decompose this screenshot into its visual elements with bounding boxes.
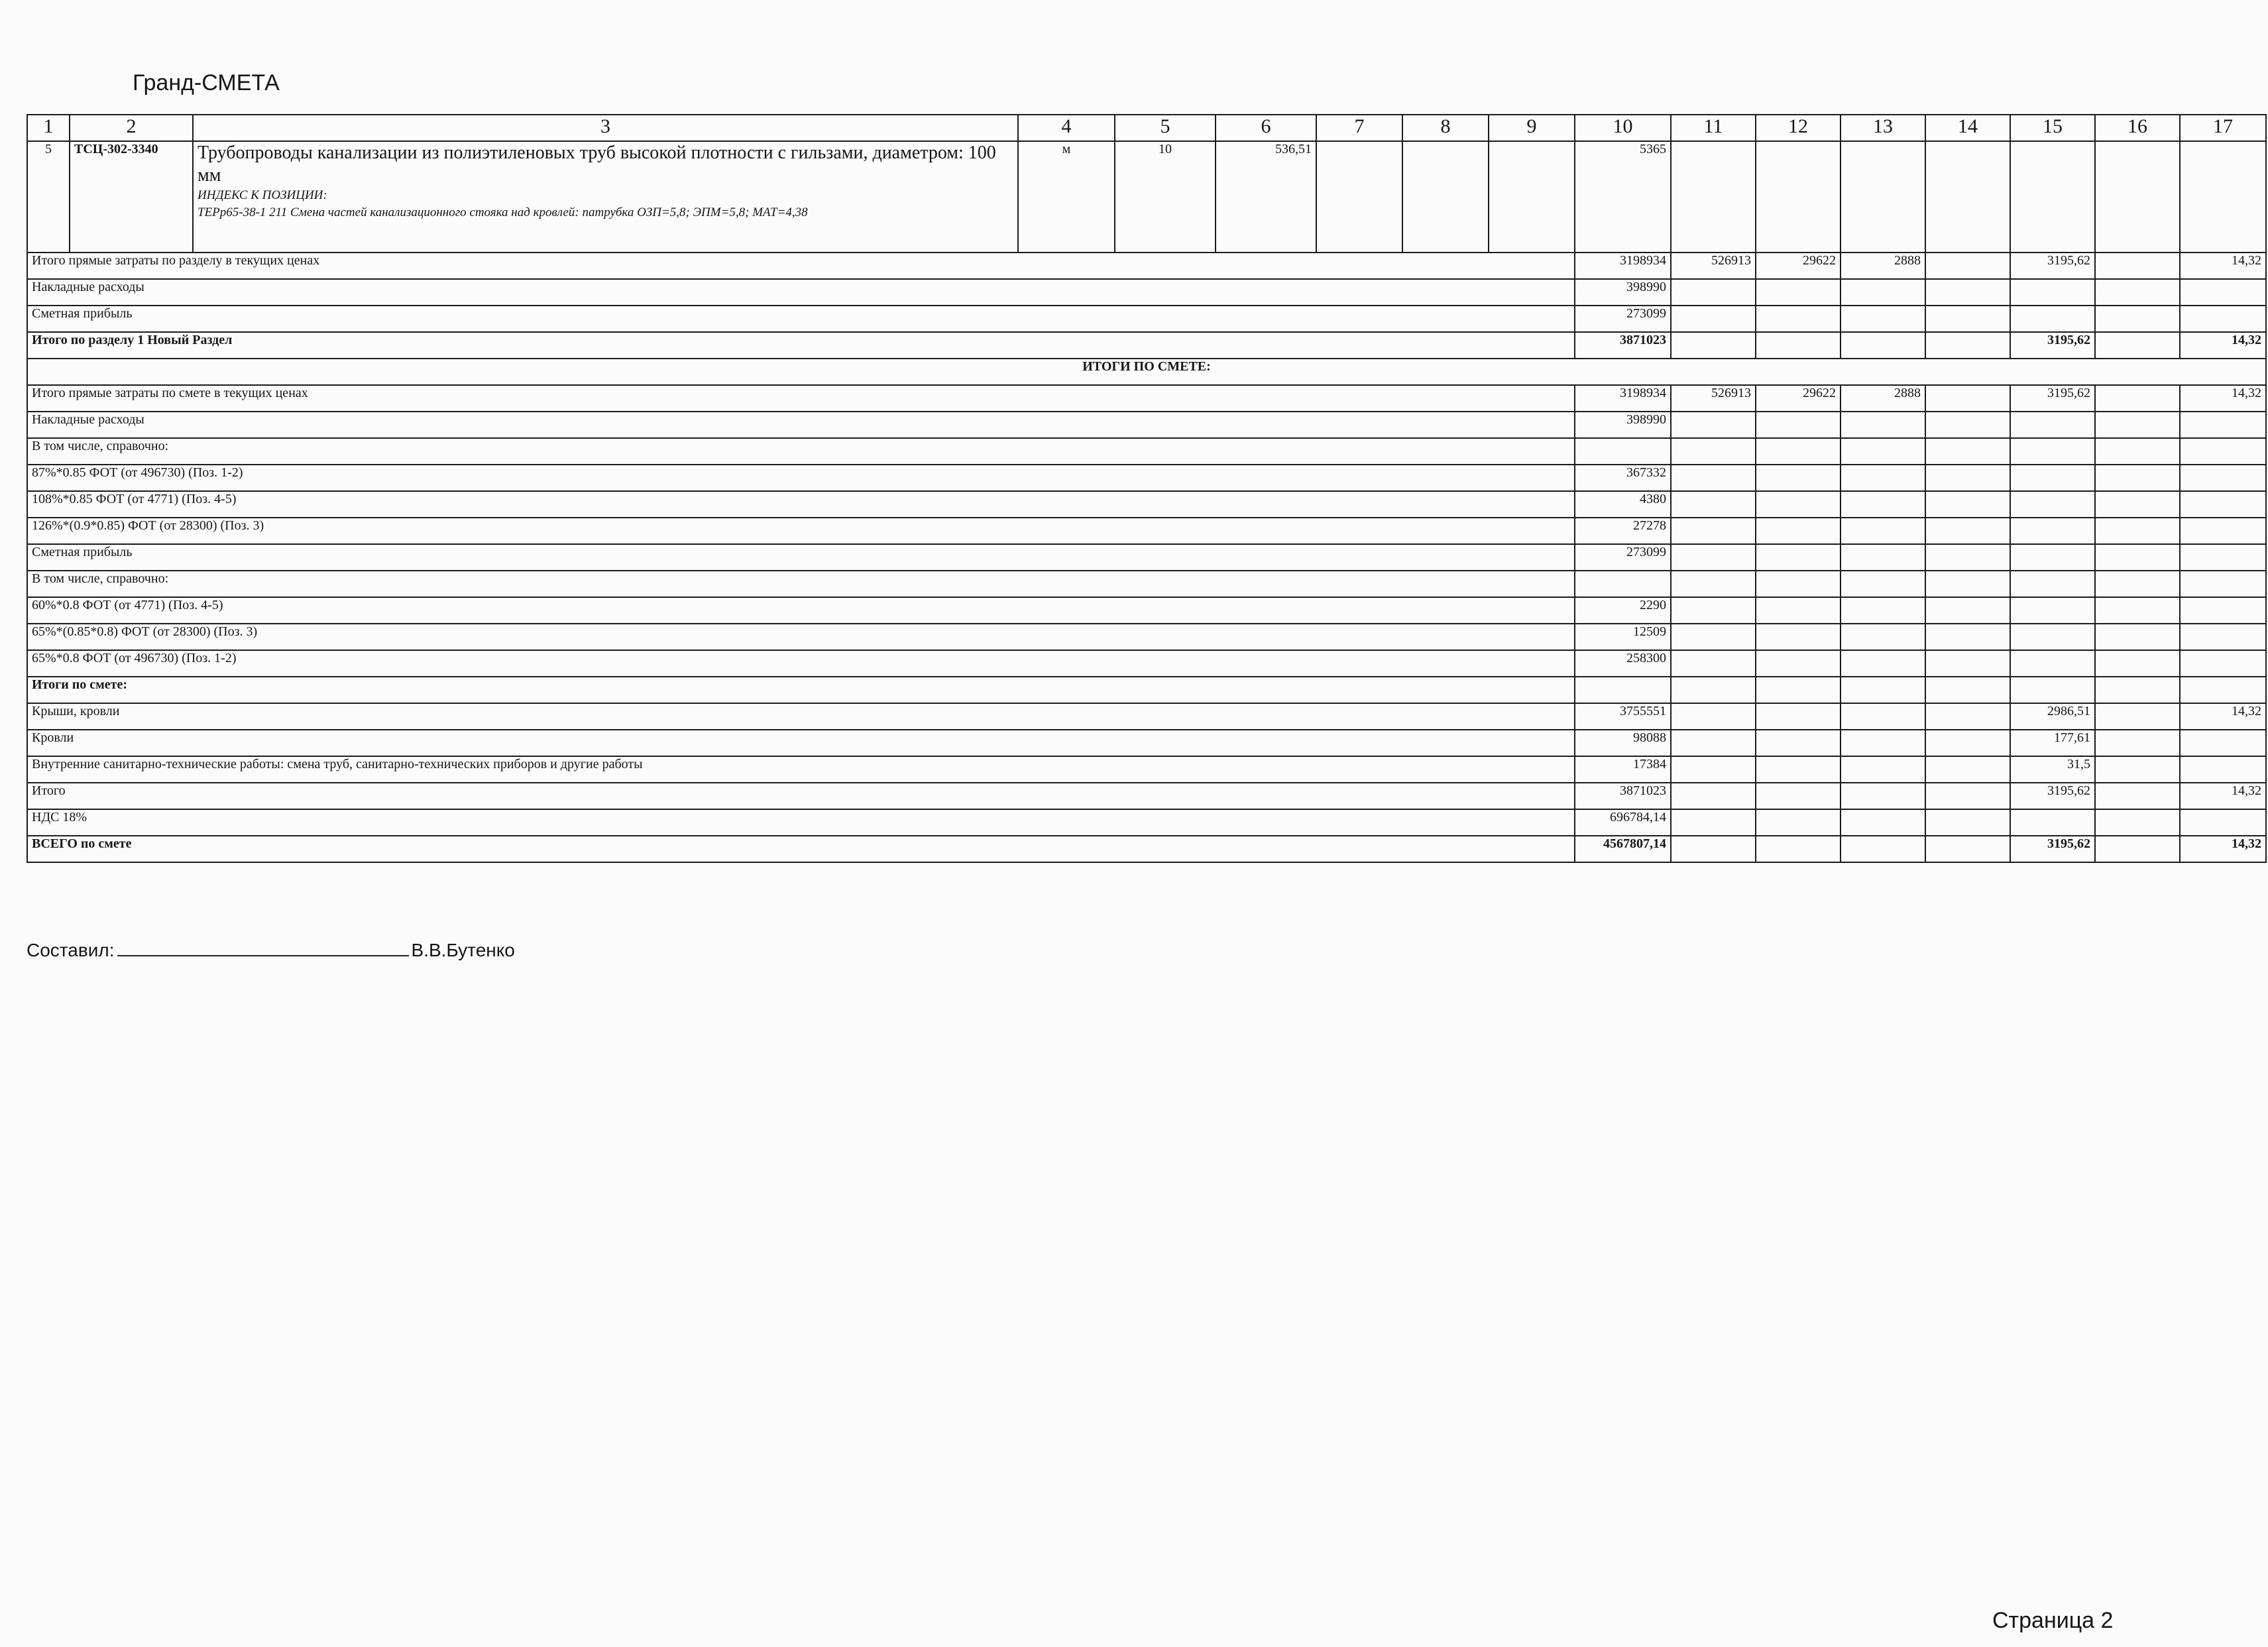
row-label: Крыши, кровли: [27, 703, 1575, 730]
cell-col-14: [1925, 385, 2010, 412]
cell-col-10: 398990: [1575, 412, 1671, 438]
cell-col-17: [2180, 465, 2266, 491]
cell-col-12: [1756, 491, 1841, 518]
col-num: 4: [1018, 115, 1115, 141]
table-row: [27, 650, 2266, 677]
cell-col-10: 3871023: [1575, 332, 1671, 359]
cell: [2095, 141, 2180, 253]
table-row: [27, 809, 2266, 836]
cell: [2010, 141, 2095, 253]
cell-col-12: [1756, 518, 1841, 544]
cell-col-15: [2010, 438, 2095, 465]
cell-col-17: [2180, 650, 2266, 677]
section-title: ИТОГИ ПО СМЕТЕ:: [27, 359, 2266, 385]
col-num: 7: [1316, 115, 1402, 141]
cell-col-11: [1671, 518, 1756, 544]
cell-col-11: [1671, 677, 1756, 703]
table-row: [27, 518, 2266, 544]
cell-col-10: 398990: [1575, 279, 1671, 306]
cell-col-16: [2095, 465, 2180, 491]
cell-col-11: [1671, 650, 1756, 677]
cell-col-12: [1756, 703, 1841, 730]
cell-col-11: 526913: [1671, 253, 1756, 279]
cell-col-12: [1756, 677, 1841, 703]
cell-col-16: [2095, 544, 2180, 571]
col-num: 16: [2095, 115, 2180, 141]
cell-col-11: [1671, 597, 1756, 624]
table-row: [27, 279, 2266, 306]
cell-col-13: [1841, 809, 1925, 836]
row-label: 65%*0.8 ФОТ (от 496730) (Поз. 1-2): [27, 650, 1575, 677]
cell-col-12: 29622: [1756, 385, 1841, 412]
cell-col-14: [1925, 836, 2010, 862]
position-code: ТСЦ-302-3340: [70, 141, 193, 253]
cell-col-13: [1841, 412, 1925, 438]
col-num: 17: [2180, 115, 2266, 141]
cell-col-17: 14,32: [2180, 253, 2266, 279]
cell-col-17: [2180, 597, 2266, 624]
cell-col-15: 177,61: [2010, 730, 2095, 756]
cell-col-13: [1841, 730, 1925, 756]
cell-col-17: 14,32: [2180, 703, 2266, 730]
cell-col-11: [1671, 491, 1756, 518]
row-label: Сметная прибыль: [27, 306, 1575, 332]
row-label: 65%*(0.85*0.8) ФОТ (от 28300) (Поз. 3): [27, 624, 1575, 650]
cell-col-12: [1756, 571, 1841, 597]
table-row: [27, 677, 2266, 703]
cell-col-15: 3195,62: [2010, 385, 2095, 412]
cell-col-16: [2095, 836, 2180, 862]
table-row: [27, 359, 2266, 385]
cell-col-14: [1925, 465, 2010, 491]
cell-col-14: [1925, 279, 2010, 306]
cell-col-11: [1671, 809, 1756, 836]
row-label: Итого прямые затраты по разделу в текущих ценах: [27, 253, 1575, 279]
position-price: 536,51: [1216, 141, 1316, 253]
cell-col-10: 367332: [1575, 465, 1671, 491]
cell-col-14: [1925, 703, 2010, 730]
cell-col-17: [2180, 730, 2266, 756]
cell-col-15: 3195,62: [2010, 783, 2095, 809]
cell-col-17: [2180, 438, 2266, 465]
cell-col-16: [2095, 677, 2180, 703]
table-row: [27, 438, 2266, 465]
cell-col-14: [1925, 756, 2010, 783]
cell-col-13: [1841, 756, 1925, 783]
col-num: 15: [2010, 115, 2095, 141]
cell-col-16: [2095, 438, 2180, 465]
col-num: 1: [27, 115, 70, 141]
cell-col-16: [2095, 491, 2180, 518]
cell-col-12: [1756, 624, 1841, 650]
table-row: [27, 756, 2266, 783]
table-row: [27, 730, 2266, 756]
table-row: [27, 412, 2266, 438]
cell-col-13: 2888: [1841, 253, 1925, 279]
cell-col-11: [1671, 544, 1756, 571]
cell-col-16: [2095, 518, 2180, 544]
cell-col-13: [1841, 544, 1925, 571]
cell-col-13: [1841, 836, 1925, 862]
cell-col-16: [2095, 624, 2180, 650]
cell-col-11: 526913: [1671, 385, 1756, 412]
row-label: ВСЕГО по смете: [27, 836, 1575, 862]
cell-col-14: [1925, 491, 2010, 518]
signature-line: [117, 955, 409, 956]
table-row: [27, 571, 2266, 597]
cell-col-11: [1671, 730, 1756, 756]
cell-col-11: [1671, 465, 1756, 491]
cell-col-14: [1925, 624, 2010, 650]
cell-col-12: 29622: [1756, 253, 1841, 279]
cell-col-15: [2010, 809, 2095, 836]
page-number: Страница 2: [1992, 1608, 2114, 1633]
col-num: 6: [1216, 115, 1316, 141]
cell-col-17: [2180, 279, 2266, 306]
cell-col-16: [2095, 809, 2180, 836]
cell: [2180, 141, 2266, 253]
cell-col-17: 14,32: [2180, 836, 2266, 862]
cell-col-16: [2095, 730, 2180, 756]
table-row: [27, 253, 2266, 279]
column-number-row: [27, 115, 2266, 141]
cell-col-13: 2888: [1841, 385, 1925, 412]
row-label: В том числе, справочно:: [27, 438, 1575, 465]
cell-col-10: 12509: [1575, 624, 1671, 650]
table-row: [27, 332, 2266, 359]
col-num: 13: [1841, 115, 1925, 141]
cell: [1316, 141, 1402, 253]
cell-col-13: [1841, 279, 1925, 306]
table-row: [27, 385, 2266, 412]
cell-col-15: [2010, 624, 2095, 650]
cell-col-17: [2180, 412, 2266, 438]
cell-col-12: [1756, 650, 1841, 677]
table-row: [27, 465, 2266, 491]
cell-col-15: 3195,62: [2010, 836, 2095, 862]
row-label: Внутренние санитарно-технические работы: смена труб, санитарно-технических приборов и другие работы: [27, 756, 1575, 783]
col-num: 14: [1925, 115, 2010, 141]
position-total: 5365: [1575, 141, 1671, 253]
cell-col-16: [2095, 597, 2180, 624]
cell-col-13: [1841, 518, 1925, 544]
cell-col-14: [1925, 597, 2010, 624]
row-label: Итого по разделу 1 Новый Раздел: [27, 332, 1575, 359]
cell-col-10: 17384: [1575, 756, 1671, 783]
index-label: ИНДЕКС К ПОЗИЦИИ:: [198, 188, 327, 202]
cell-col-11: [1671, 836, 1756, 862]
cell: [1756, 141, 1841, 253]
cell-col-12: [1756, 756, 1841, 783]
cell-col-11: [1671, 624, 1756, 650]
row-label: НДС 18%: [27, 809, 1575, 836]
cell-col-17: [2180, 306, 2266, 332]
cell-col-12: [1756, 809, 1841, 836]
cell-col-15: [2010, 306, 2095, 332]
row-label: 87%*0.85 ФОТ (от 496730) (Поз. 1-2): [27, 465, 1575, 491]
cell-col-10: 2290: [1575, 597, 1671, 624]
cell-col-15: [2010, 412, 2095, 438]
cell-col-14: [1925, 571, 2010, 597]
table-row: [27, 783, 2266, 809]
position-number: 5: [27, 141, 70, 253]
row-label: Накладные расходы: [27, 279, 1575, 306]
cell-col-13: [1841, 438, 1925, 465]
cell-col-16: [2095, 571, 2180, 597]
cell-col-10: 3871023: [1575, 783, 1671, 809]
cell-col-14: [1925, 783, 2010, 809]
cell-col-12: [1756, 279, 1841, 306]
cell-col-12: [1756, 332, 1841, 359]
cell-col-13: [1841, 783, 1925, 809]
row-label: 126%*(0.9*0.85) ФОТ (от 28300) (Поз. 3): [27, 518, 1575, 544]
cell-col-16: [2095, 703, 2180, 730]
col-num: 10: [1575, 115, 1671, 141]
cell-col-11: [1671, 756, 1756, 783]
col-num: 9: [1489, 115, 1575, 141]
cell-col-12: [1756, 306, 1841, 332]
cell-col-12: [1756, 465, 1841, 491]
cell-col-10: 27278: [1575, 518, 1671, 544]
cell-col-13: [1841, 571, 1925, 597]
cell: [1925, 141, 2010, 253]
cell-col-16: [2095, 756, 2180, 783]
cell-col-16: [2095, 385, 2180, 412]
cell-col-11: [1671, 571, 1756, 597]
col-num: 5: [1115, 115, 1216, 141]
cell: [1841, 141, 1925, 253]
row-label: Накладные расходы: [27, 412, 1575, 438]
cell-col-12: [1756, 597, 1841, 624]
row-label: 108%*0.85 ФОТ (от 4771) (Поз. 4-5): [27, 491, 1575, 518]
cell: [1671, 141, 1756, 253]
row-label: 60%*0.8 ФОТ (от 4771) (Поз. 4-5): [27, 597, 1575, 624]
cell: [1402, 141, 1489, 253]
cell-col-10: 273099: [1575, 544, 1671, 571]
cell-col-13: [1841, 465, 1925, 491]
cell-col-17: [2180, 491, 2266, 518]
cell-col-14: [1925, 730, 2010, 756]
cell-col-13: [1841, 332, 1925, 359]
cell-col-10: 273099: [1575, 306, 1671, 332]
col-num: 2: [70, 115, 193, 141]
cell-col-17: 14,32: [2180, 332, 2266, 359]
cell-col-12: [1756, 783, 1841, 809]
cell-col-10: 4567807,14: [1575, 836, 1671, 862]
cell-col-15: [2010, 571, 2095, 597]
cell-col-11: [1671, 783, 1756, 809]
cell-col-16: [2095, 332, 2180, 359]
cell-col-14: [1925, 332, 2010, 359]
table-row: [27, 703, 2266, 730]
cell-col-11: [1671, 438, 1756, 465]
cell-col-10: 696784,14: [1575, 809, 1671, 836]
cell-col-12: [1756, 412, 1841, 438]
table-row: [27, 836, 2266, 862]
cell-col-14: [1925, 438, 2010, 465]
cell-col-17: 14,32: [2180, 783, 2266, 809]
table-row: [27, 624, 2266, 650]
composer-name: В.В.Бутенко: [411, 940, 515, 960]
cell-col-11: [1671, 279, 1756, 306]
cell-col-17: [2180, 624, 2266, 650]
cell-col-10: 98088: [1575, 730, 1671, 756]
cell-col-10: 3198934: [1575, 385, 1671, 412]
composed-label: Составил:: [27, 940, 115, 960]
index-text: ТЕРр65-38-1 211 Смена частей канализационного стояка над кровлей: патрубка ОЗП=5,8; ЭПМ=5,8; МАТ=4,38: [198, 205, 808, 219]
cell-col-13: [1841, 624, 1925, 650]
cell-col-13: [1841, 677, 1925, 703]
position-row: [27, 141, 2266, 253]
cell-col-12: [1756, 730, 1841, 756]
table-row: [27, 544, 2266, 571]
cell-col-17: [2180, 677, 2266, 703]
cell-col-15: [2010, 491, 2095, 518]
cell-col-10: 3755551: [1575, 703, 1671, 730]
cell-col-15: [2010, 465, 2095, 491]
cell-col-15: [2010, 677, 2095, 703]
cell-col-16: [2095, 783, 2180, 809]
cell-col-15: [2010, 279, 2095, 306]
cell-col-12: [1756, 836, 1841, 862]
cell-col-16: [2095, 412, 2180, 438]
cell-col-11: [1671, 412, 1756, 438]
col-num: 11: [1671, 115, 1756, 141]
cell-col-17: [2180, 571, 2266, 597]
app-title: Гранд-СМЕТА: [133, 70, 280, 95]
cell-col-11: [1671, 332, 1756, 359]
table-row: [27, 491, 2266, 518]
cell-col-13: [1841, 650, 1925, 677]
cell-col-10: [1575, 571, 1671, 597]
cell-col-14: [1925, 253, 2010, 279]
cell-col-16: [2095, 650, 2180, 677]
cell-col-15: 31,5: [2010, 756, 2095, 783]
cell-col-17: [2180, 544, 2266, 571]
cell-col-12: [1756, 544, 1841, 571]
cell-col-16: [2095, 306, 2180, 332]
cell-col-15: [2010, 597, 2095, 624]
cell-col-16: [2095, 253, 2180, 279]
position-description: [193, 141, 1018, 253]
cell-col-15: [2010, 544, 2095, 571]
cell-col-14: [1925, 650, 2010, 677]
position-unit: м: [1018, 141, 1115, 253]
cell-col-14: [1925, 677, 2010, 703]
cell: [1489, 141, 1575, 253]
cell-col-14: [1925, 412, 2010, 438]
col-num: 12: [1756, 115, 1841, 141]
cell-col-14: [1925, 518, 2010, 544]
position-qty: 10: [1115, 141, 1216, 253]
table-row: [27, 306, 2266, 332]
cell-col-11: [1671, 703, 1756, 730]
table-row: [27, 597, 2266, 624]
cell-col-17: [2180, 518, 2266, 544]
row-label: Сметная прибыль: [27, 544, 1575, 571]
signature-block: [27, 940, 515, 961]
cell-col-15: 2986,51: [2010, 703, 2095, 730]
cell-col-13: [1841, 703, 1925, 730]
cell-col-13: [1841, 491, 1925, 518]
estimate-table: [27, 114, 2267, 863]
cell-col-15: [2010, 518, 2095, 544]
cell-col-14: [1925, 544, 2010, 571]
cell-col-10: 258300: [1575, 650, 1671, 677]
cell-col-17: 14,32: [2180, 385, 2266, 412]
cell-col-15: [2010, 650, 2095, 677]
row-label: Итоги по смете:: [27, 677, 1575, 703]
cell-col-10: 3198934: [1575, 253, 1671, 279]
cell-col-10: 4380: [1575, 491, 1671, 518]
cell-col-17: [2180, 809, 2266, 836]
cell-col-16: [2095, 279, 2180, 306]
col-num: 3: [193, 115, 1018, 141]
cell-col-11: [1671, 306, 1756, 332]
row-label: Итого: [27, 783, 1575, 809]
cell-col-12: [1756, 438, 1841, 465]
cell-col-13: [1841, 306, 1925, 332]
row-label: Кровли: [27, 730, 1575, 756]
position-name: Трубопроводы канализации из полиэтиленовых труб высокой плотности с гильзами, диаметром: 100 мм: [198, 142, 996, 186]
cell-col-15: 3195,62: [2010, 253, 2095, 279]
cell-col-14: [1925, 809, 2010, 836]
row-label: Итого прямые затраты по смете в текущих ценах: [27, 385, 1575, 412]
cell-col-17: [2180, 756, 2266, 783]
col-num: 8: [1402, 115, 1489, 141]
row-label: В том числе, справочно:: [27, 571, 1575, 597]
cell-col-10: [1575, 438, 1671, 465]
cell-col-10: [1575, 677, 1671, 703]
cell-col-14: [1925, 306, 2010, 332]
cell-col-13: [1841, 597, 1925, 624]
cell-col-15: 3195,62: [2010, 332, 2095, 359]
